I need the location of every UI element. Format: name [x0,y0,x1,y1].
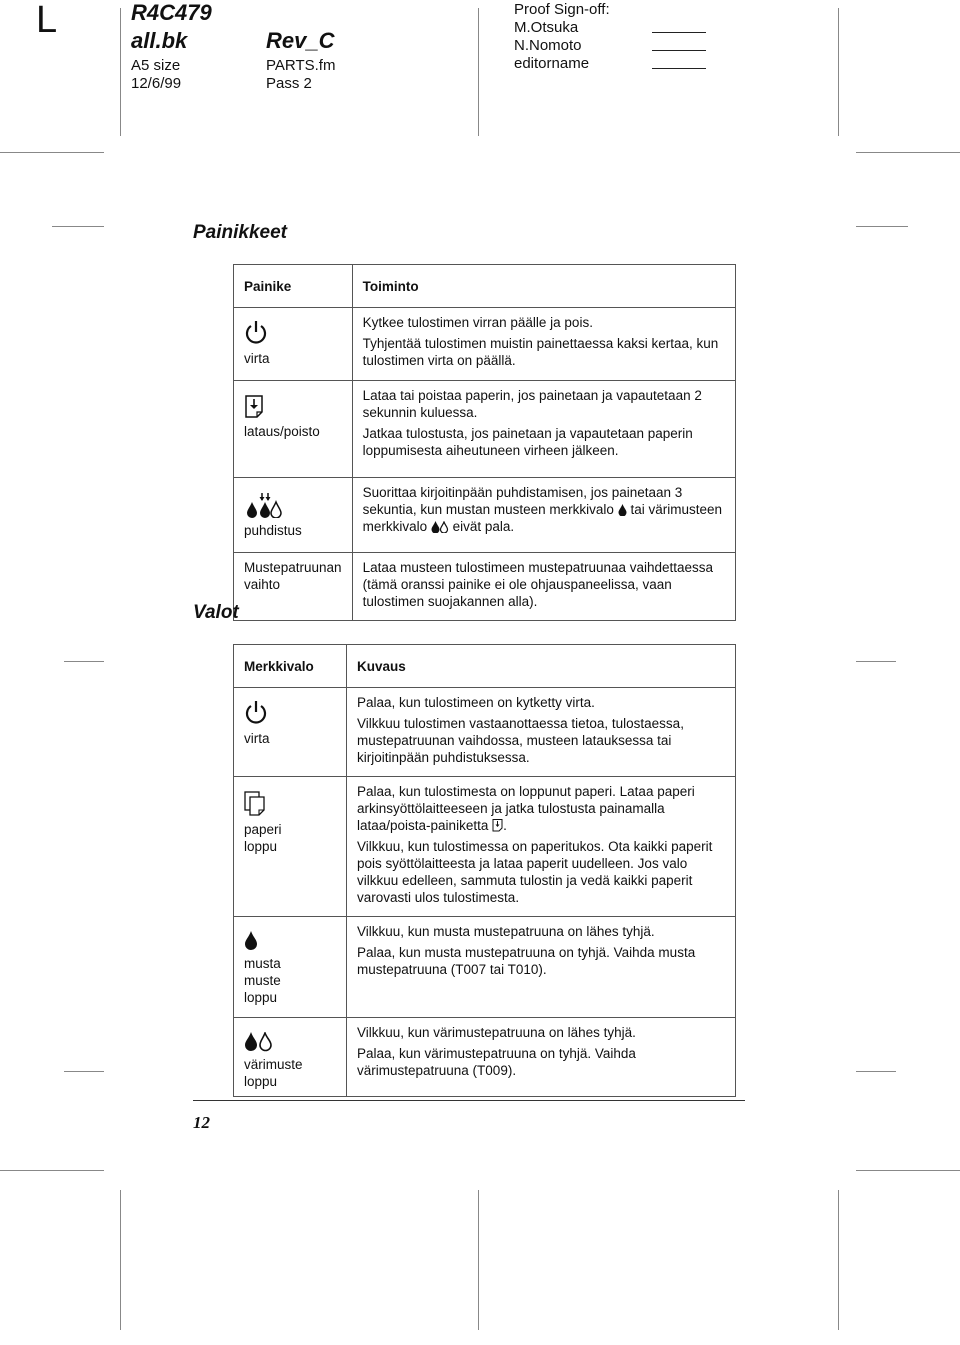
light-desc: Palaa, kun musta mustepatruuna on tyhjä. Vaihda musta mustepatruuna (T007 tai T010). [357,945,696,977]
table-row [234,553,736,621]
light-desc: Vilkkuu, kun musta mustepatruuna on lähes tyhjä. [357,924,655,939]
footer-divider [120,1190,121,1330]
light-desc: Vilkkuu tulostimen vastaanottaessa tietoa, tulostaessa, mustepatruunan vaihdossa, musteen latauksessa tai kirjoitinpään puhdistuksessa. [357,716,684,765]
crop-mark [0,1170,104,1171]
load-eject-icon [492,819,503,832]
light-desc: Palaa, kun tulostimeen on kytketty virta. [357,695,595,710]
lights-table [233,644,736,1097]
button-desc-part: tai värimusteen merkkivalo [362,502,723,534]
sign-line [652,32,706,33]
header-file: PARTS.fm [266,57,336,74]
crop-mark [0,152,104,153]
light-name: paperi loppu [244,822,282,854]
button-desc: Lataa tai poistaa paperin, jos painetaan ja vapautetaan 2 sekunnin kuluessa. [362,388,702,420]
table-row [234,308,736,381]
table-row [234,917,736,1018]
sign-line [652,50,706,51]
button-name: puhdistus [244,523,302,538]
crop-mark [64,661,104,662]
crop-mark [856,152,960,153]
column-header: Toiminto [352,265,735,308]
sign-line [652,68,706,69]
paper-out-icon [244,791,266,817]
crop-mark [856,661,896,662]
header-pass: Pass 2 [266,75,312,92]
black-ink-icon [618,504,627,516]
light-desc-part: . [503,818,507,833]
color-ink-icon [244,1032,274,1052]
light-desc: Vilkkuu, kun tulostimessa on paperitukos. Ota kaikki paperit pois syöttölaitteesta ja lataa paperit uudelleen. Jos valo vilkkuu edelleen, sammuta tulostin ja vedä kaikki paperit varovasti ulos tulostimesta. [357,839,713,905]
table-row [234,478,736,553]
button-desc-part: Suorittaa kirjoitinpään puhdistamisen, jos painetaan 3 sekuntia, kun mustan musteen merkkivalo [362,485,683,517]
button-desc: Jatkaa tulostusta, jos painetaan ja vapautetaan paperin loppumisesta aiheutuneen virheen jälkeen. [362,426,693,458]
light-name: musta muste loppu [244,956,281,1005]
black-ink-icon [244,931,258,951]
power-icon [244,700,268,726]
button-desc: Lataa musteen tulostimeen mustepatruunaa vaihdettaessa (tämä oranssi painike ei ole ohjauspaneelissa, vaan tulostimen suojakannen alla). [362,560,714,609]
header-divider [478,8,479,136]
crop-mark [52,226,104,227]
footer-rule [193,1100,745,1101]
column-header: Painike [234,265,353,308]
footer-divider [478,1190,479,1330]
header-letter: L [36,0,58,41]
button-name: lataus/poisto [244,424,320,439]
light-desc [357,783,725,834]
power-icon [244,320,268,346]
button-name: virta [244,351,270,366]
color-ink-icon [431,521,449,533]
header-rev: Rev_C [266,28,335,53]
crop-mark [856,1170,960,1171]
header-size: A5 size [131,57,181,74]
button-desc-part: eivät pala. [452,519,515,534]
header-book: all.bk [131,28,188,53]
light-name: virta [244,731,270,746]
header-divider [120,8,121,136]
header-divider [838,8,839,136]
proof-label: Proof Sign-off: [514,1,610,18]
page-number: 12 [193,1113,210,1132]
column-header: Merkkivalo [234,645,347,688]
table-row [234,777,736,917]
column-header: Kuvaus [347,645,736,688]
table-row [234,1018,736,1097]
light-desc: Palaa, kun värimustepatruuna on tyhjä. Vaihda värimustepatruuna (T009). [357,1046,636,1078]
table-row [234,381,736,478]
button-name: Mustepatruunan vaihto [244,560,342,592]
crop-mark [64,1071,104,1072]
footer-divider [838,1190,839,1330]
crop-mark [856,1071,896,1072]
buttons-table [233,264,736,621]
table-row [234,688,736,777]
light-name: värimuste loppu [244,1057,303,1089]
light-desc: Vilkkuu, kun värimustepatruuna on lähes tyhjä. [357,1025,636,1040]
signer-3: editorname [514,55,590,72]
button-desc: Tyhjentää tulostimen muistin painettaessa kaksi kertaa, kun tulostimen virta on päällä. [362,336,719,368]
button-desc: Kytkee tulostimen virran päälle ja pois. [362,315,593,330]
button-desc [363,484,725,535]
section-title-buttons: Painikkeet [193,222,287,243]
light-desc-part: Palaa, kun tulostimesta on loppunut paperi. Lataa paperi arkinsyöttölaitteeseen ja jatka tulostusta painamalla lataa/poista-painiketta [357,784,695,833]
header-date: 12/6/99 [131,75,182,92]
header-code: R4C479 [131,0,212,25]
signer-2: N.Nomoto [514,37,582,54]
load-eject-icon [244,395,264,419]
section-title-lights: Valot [193,602,239,623]
signer-1: M.Otsuka [514,19,579,36]
cleaning-icon [244,492,284,518]
crop-mark [856,226,908,227]
